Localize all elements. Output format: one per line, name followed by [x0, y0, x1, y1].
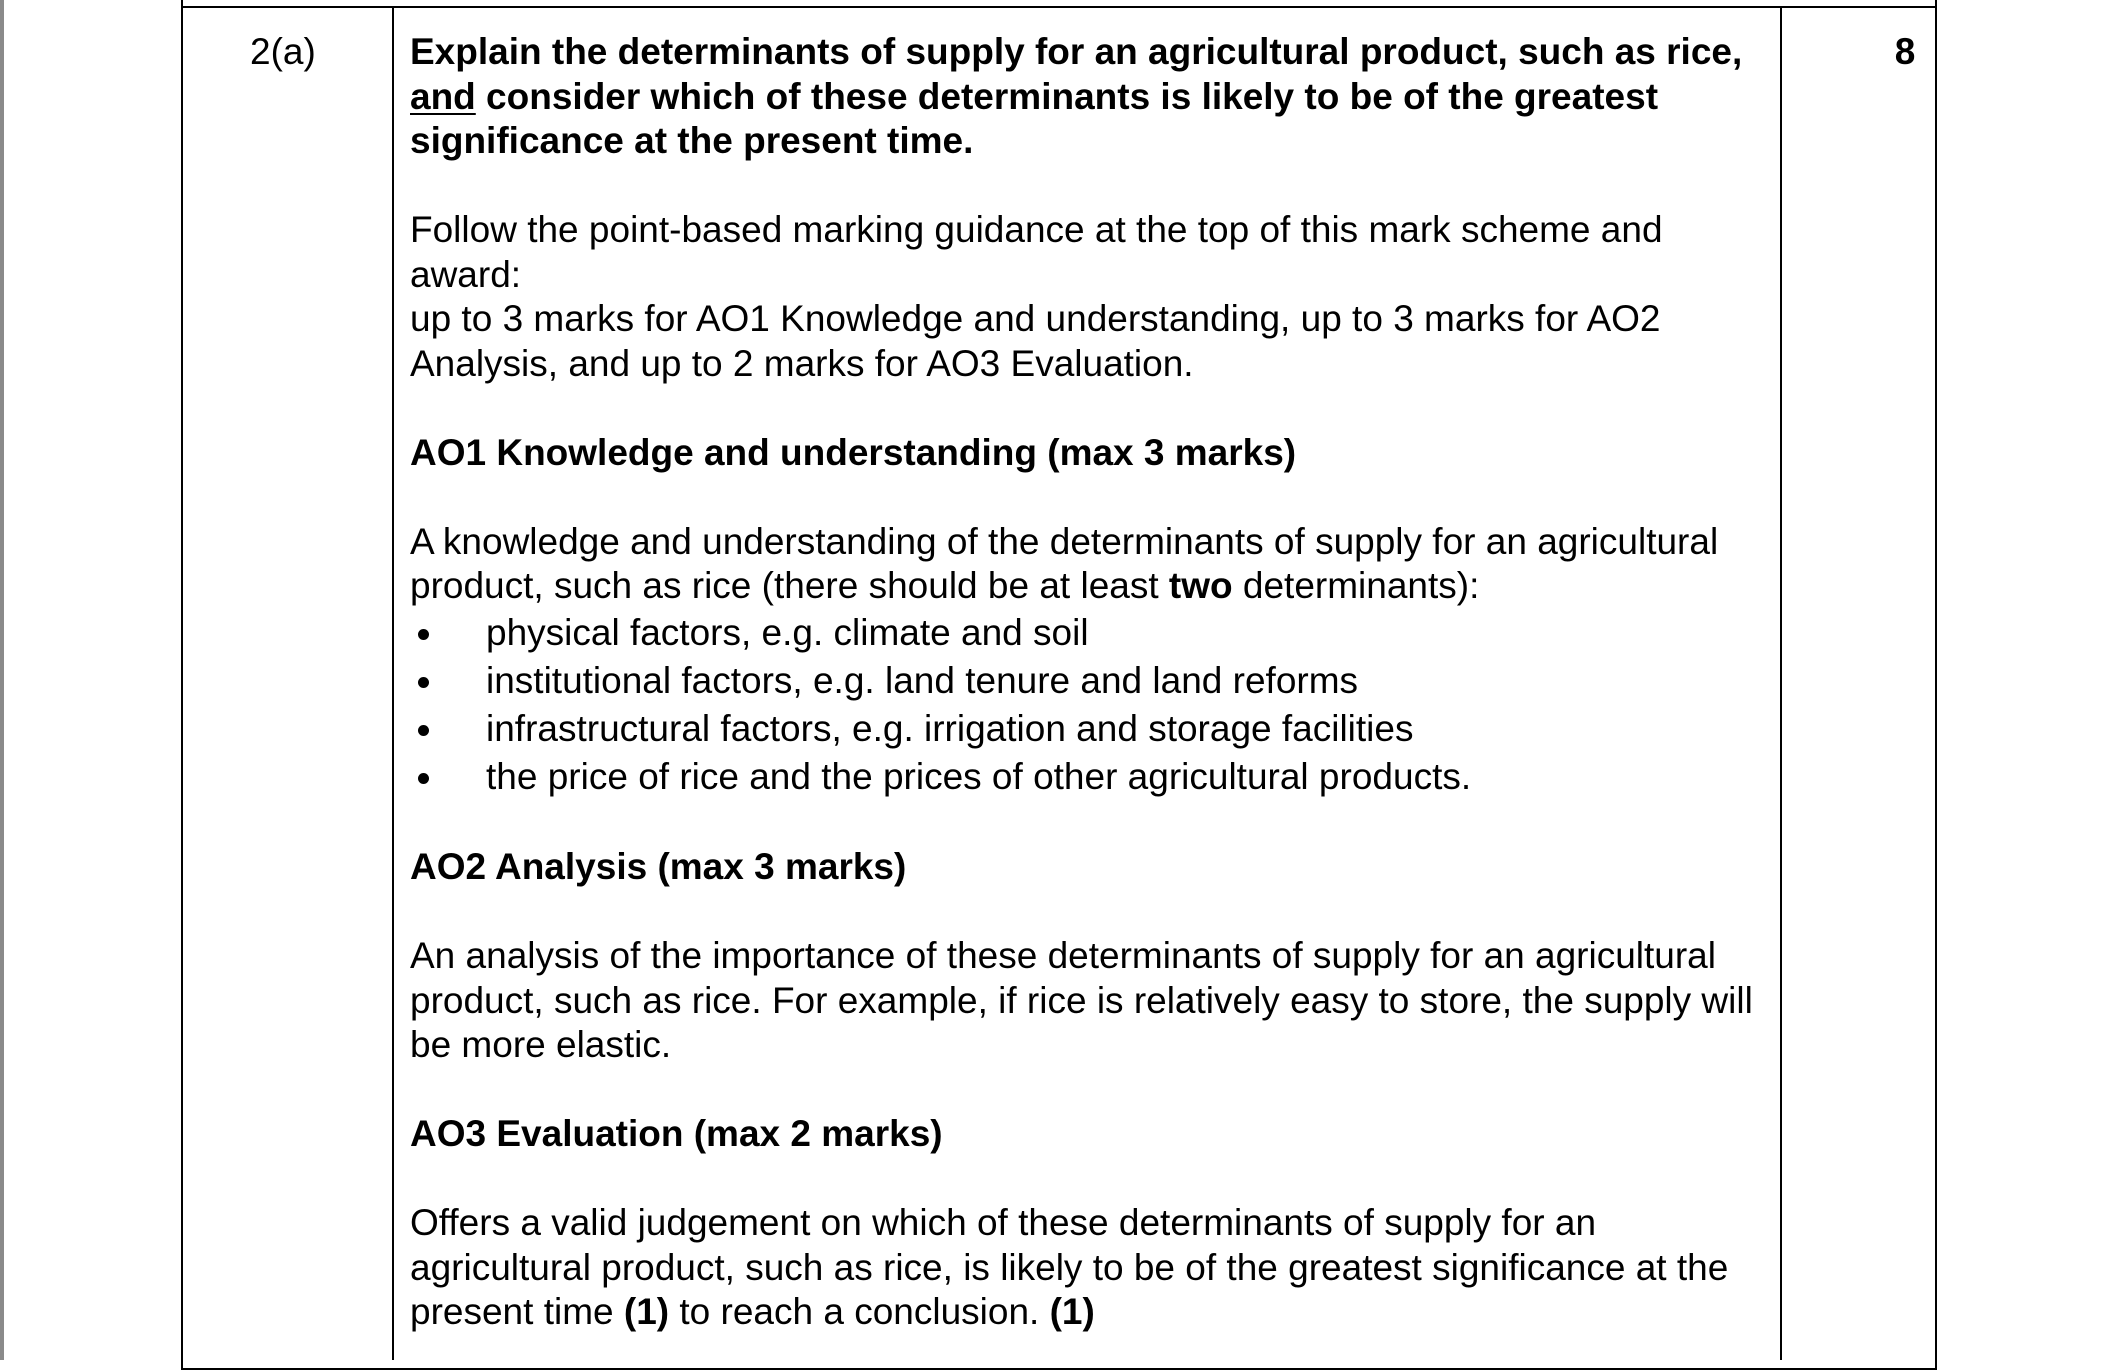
ao1-intro-bold: two	[1168, 565, 1233, 606]
question-text-underlined: and	[410, 75, 476, 117]
ao1-intro	[410, 520, 1770, 609]
ao3-mark-2: (1)	[1049, 1291, 1095, 1332]
list-item	[410, 657, 1770, 705]
guidance-line-2: up to 3 marks for AO1 Knowledge and understanding, up to 3 marks for AO2 Analysis, and up to 2 marks for AO3 Evaluation.	[410, 298, 1661, 384]
ao1-bullet-list	[410, 609, 1770, 801]
page-left-edge	[0, 0, 4, 1360]
list-item	[410, 705, 1770, 753]
list-item-text: physical factors, e.g. climate and soil	[486, 611, 1089, 653]
list-item-text: the price of rice and the prices of other agricultural products.	[486, 755, 1472, 797]
list-item	[410, 753, 1770, 801]
list-item-text: institutional factors, e.g. land tenure and land reforms	[486, 659, 1359, 701]
ao2-text: An analysis of the importance of these determinants of supply for an agricultural product, such as rice. For example, if rice is relatively easy to store, the supply will be more elastic.	[410, 935, 1753, 1065]
ao3-text-start: Offers a valid judgement on which of these determinants of supply for an agricultural product, such as rice, is likely to be of the greatest significance at the present time	[410, 1202, 1729, 1332]
ao2-heading: AO2 Analysis (max 3 marks)	[410, 846, 907, 887]
ao1-heading: AO1 Knowledge and understanding (max 3 marks)	[410, 431, 1297, 473]
answer-cell	[410, 30, 1770, 1335]
ao1-intro-end: determinants):	[1232, 565, 1480, 606]
ao3-heading: AO3 Evaluation (max 2 marks)	[410, 1113, 943, 1154]
question-text-end: consider which of these determinants is likely to be of the greatest significance at the present time.	[410, 75, 1659, 161]
column-divider-question	[392, 6, 394, 1360]
guidance-line-1: Follow the point-based marking guidance at the top of this mark scheme and award:	[410, 209, 1663, 295]
question-number: 2(a)	[250, 31, 316, 72]
column-divider-marks	[1780, 6, 1782, 1360]
ao1-intro-start: A knowledge and understanding of the determinants of supply for an agricultural product, such as rice (there should be at least	[410, 520, 1719, 606]
bullet-icon	[418, 677, 429, 688]
bullet-icon	[418, 725, 429, 736]
list-item-text: infrastructural factors, e.g. irrigation and storage facilities	[486, 707, 1414, 749]
ao3-mark-1: (1)	[623, 1291, 670, 1332]
ao3-text-middle: to reach a conclusion.	[669, 1291, 1050, 1332]
table-top-rule	[181, 6, 1937, 8]
bullet-icon	[418, 629, 429, 640]
ao3-text	[410, 1201, 1770, 1335]
bullet-icon	[418, 773, 429, 784]
list-item	[410, 609, 1770, 657]
marks-total: 8	[1894, 31, 1916, 72]
question-text-start: Explain the determinants of supply for an agricultural product, such as rice,	[410, 31, 1743, 72]
question-text	[410, 30, 1770, 164]
